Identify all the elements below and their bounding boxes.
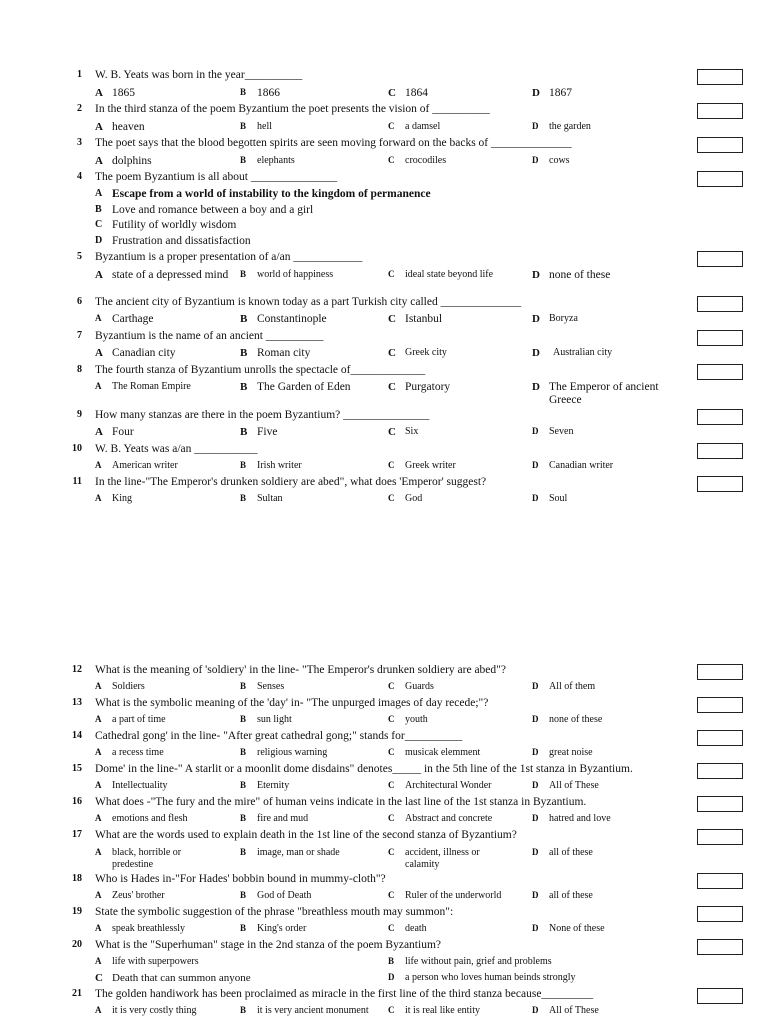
question-text: W. B. Yeats was born in the year__________ [95, 69, 303, 81]
question-number: 21 [72, 988, 82, 999]
answer-box[interactable] [697, 873, 743, 889]
question-number: 14 [72, 730, 82, 741]
answer-box[interactable] [697, 296, 743, 312]
question-text: The ancient city of Byzantium is known today as a part Turkish city called ______________ [95, 296, 522, 308]
question-number: 12 [72, 664, 82, 675]
question-number: 7 [77, 330, 82, 341]
answer-box[interactable] [697, 330, 743, 346]
question-text: The poet says that the blood begotten spirits are seen moving forward on the backs of ______________ [95, 137, 572, 149]
question-text: What are the words used to explain death in the 1st line of the second stanza of Byzantium? [95, 829, 517, 841]
question-number: 16 [72, 796, 82, 807]
question-text: The golden handiwork has been proclaimed as miracle in the first line of the third stanza because_________ [95, 988, 594, 1000]
question-number: 9 [77, 409, 82, 420]
answer-box[interactable] [697, 939, 743, 955]
answer-box[interactable] [697, 763, 743, 779]
question-text: The poem Byzantium is all about _______________ [95, 171, 338, 183]
question-text: Cathedral gong' in the line- "After great cathedral gong;" stands for__________ [95, 730, 463, 742]
question-number: 5 [77, 251, 82, 262]
question-number: 13 [72, 697, 82, 708]
question-text: What is the symbolic meaning of the 'day' in- "The unpurged images of day recede;"? [95, 697, 489, 709]
answer-box[interactable] [697, 364, 743, 380]
answer-box[interactable] [697, 906, 743, 922]
question-number: 17 [72, 829, 82, 840]
question-number: 4 [77, 171, 82, 182]
answer-box[interactable] [697, 103, 743, 119]
question-number: 3 [77, 137, 82, 148]
question-text: The fourth stanza of Byzantium unrolls the spectacle of_____________ [95, 364, 426, 376]
question-text: In the third stanza of the poem Byzantium the poet presents the vision of __________ [95, 103, 490, 115]
question-number: 18 [72, 873, 82, 884]
question-text: What is the meaning of 'soldiery' in the line- "The Emperor's drunken soldiery are abed"? [95, 664, 506, 676]
question-number: 8 [77, 364, 82, 375]
question-text: State the symbolic suggestion of the phrase "breathless mouth may summon": [95, 906, 454, 918]
answer-box[interactable] [697, 409, 743, 425]
answer-box[interactable] [697, 988, 743, 1004]
question-text: W. B. Yeats was a/an ___________ [95, 443, 258, 455]
answer-box[interactable] [697, 730, 743, 746]
question-number: 15 [72, 763, 82, 774]
question-number: 1 [77, 69, 82, 80]
question-text: Byzantium is a proper presentation of a/an ____________ [95, 251, 363, 263]
question-number: 2 [77, 103, 82, 114]
question-text: What is the "Superhuman" stage in the 2nd stanza of the poem Byzantium? [95, 939, 441, 951]
question-number: 19 [72, 906, 82, 917]
answer-box[interactable] [697, 137, 743, 153]
question-text: How many stanzas are there in the poem Byzantium? _______________ [95, 409, 430, 421]
question-text: Who is Hades in-"For Hades' bobbin bound in mummy-cloth"? [95, 873, 386, 885]
question-number: 11 [72, 476, 82, 487]
answer-box[interactable] [697, 697, 743, 713]
answer-box[interactable] [697, 829, 743, 845]
answer-box[interactable] [697, 796, 743, 812]
question-text: What does -"The fury and the mire" of human veins indicate in the last line of the 1st stanza in Byzantium. [95, 796, 587, 808]
answer-box[interactable] [697, 664, 743, 680]
question-text: In the line-"The Emperor's drunken soldiery are abed", what does 'Emperor' suggest? [95, 476, 487, 488]
question-number: 20 [72, 939, 82, 950]
question-text: Byzantium is the name of an ancient __________ [95, 330, 324, 342]
answer-box[interactable] [697, 476, 743, 492]
answer-box[interactable] [697, 251, 743, 267]
answer-box[interactable] [697, 171, 743, 187]
question-number: 10 [72, 443, 82, 454]
answer-box[interactable] [697, 69, 743, 85]
answer-box[interactable] [697, 443, 743, 459]
question-text: Dome' in the line-" A starlit or a moonlit dome disdains" denotes_____ in the 5th line of the 1st stanza in Byzantium. [95, 763, 633, 775]
question-number: 6 [77, 296, 82, 307]
